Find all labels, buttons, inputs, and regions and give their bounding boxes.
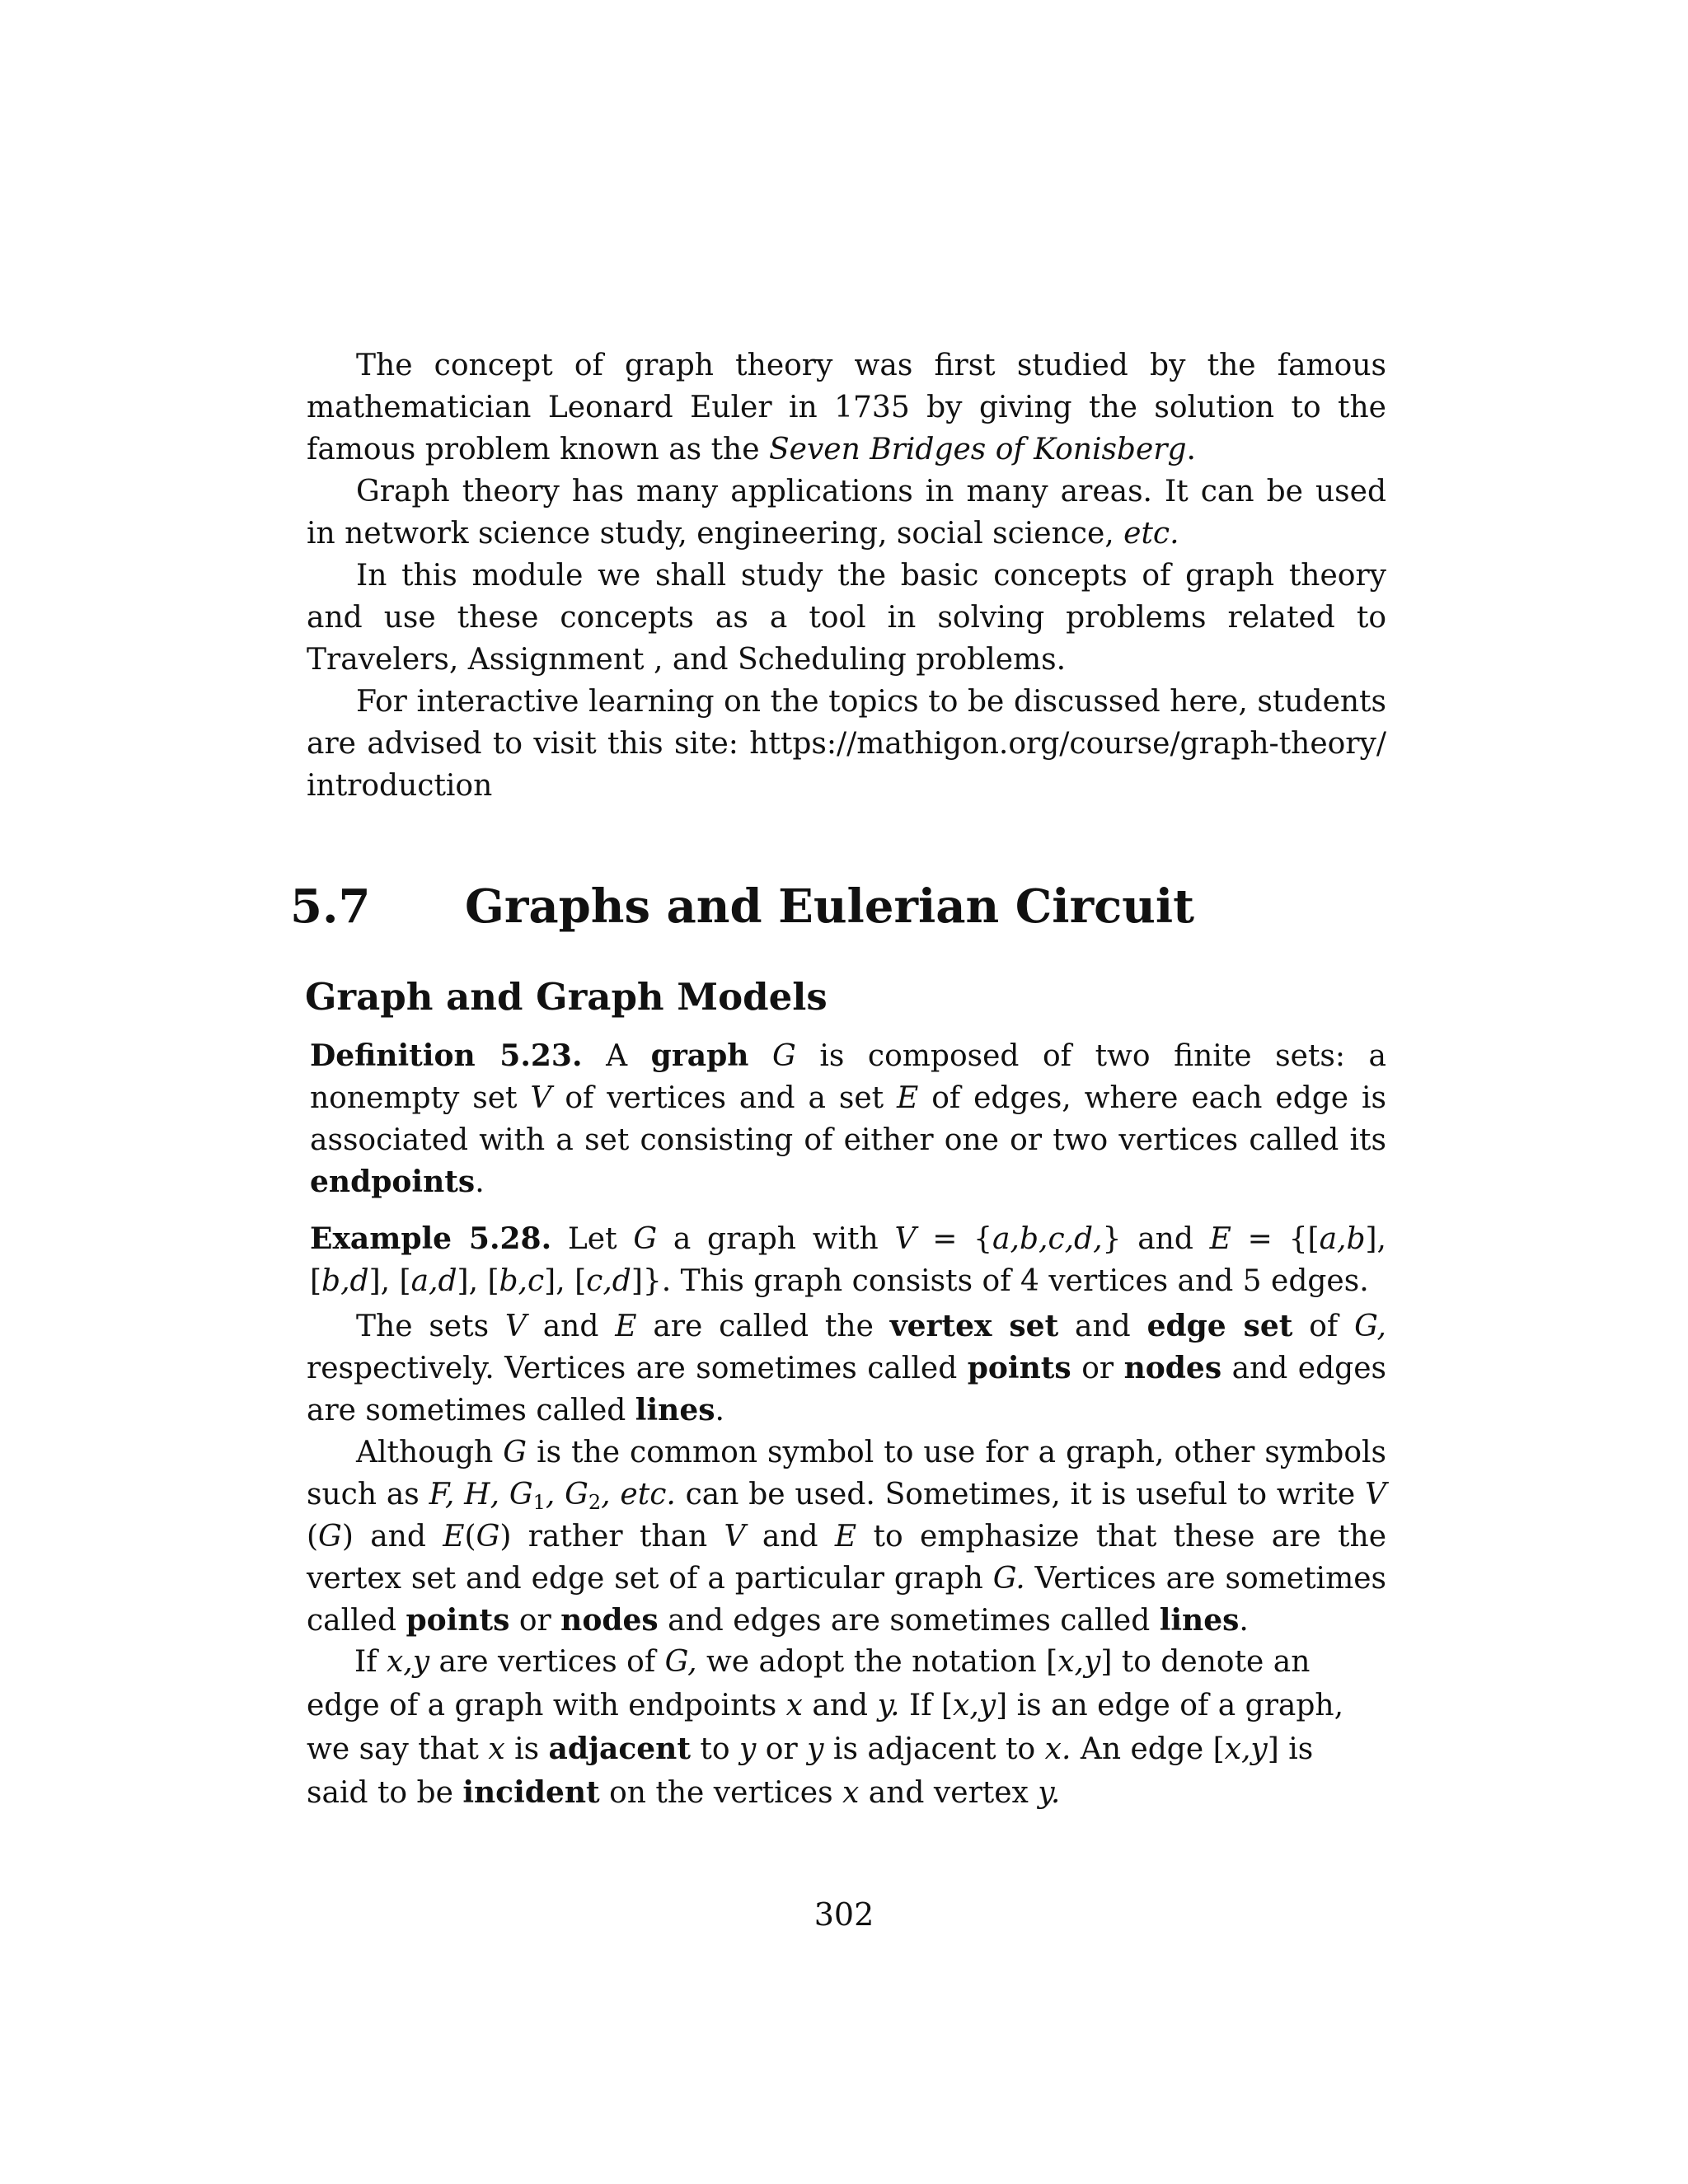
- intro-section: [307, 344, 1386, 807]
- main-section: [307, 1305, 1386, 1642]
- subsection-heading: Graph and Graph Models: [305, 975, 828, 1019]
- main-paragraph-2: Although G is the common symbol to use for a graph, other symbols such as F, H, $G_1$, $G_2$, etc. can be used. Sometimes, it is useful to write V (G) and E(G) rather than V and E to emphasize that these are the vertex set and edge set of a particular graph G. Vertices are sometimes called points or nodes and edges are sometimes called lines.: [307, 1436, 1387, 1638]
- section-number: 5.7: [290, 879, 371, 934]
- definition-label: Definition 5.23.: [310, 1038, 583, 1073]
- section-heading: [290, 877, 1194, 936]
- book-title: Seven Bridges of Konisberg: [768, 433, 1187, 466]
- intro-paragraph-2: Graph theory has many applications in many areas. It can be used in network science study, engineering, social science, etc.: [307, 475, 1386, 551]
- intro-paragraph-1: The concept of graph theory was first studied by the famous mathematician Leonard Euler in 1735 by giving the solution to the famous problem known as the Seven Bridges of Konisberg.: [307, 349, 1386, 466]
- adjacency-section: [307, 1640, 1375, 1815]
- example-text: Example 5.28. Let G a graph with V = {a,b,c,d,} and E = {[a,b], [b,d], [a,d], [b,c], [c,d]}. This graph consists of 4 vertices and 5 edges.: [310, 1221, 1387, 1298]
- main-paragraph-3: If x,y are vertices of G, we adopt the notation [x,y] to denote an edge of a graph with endpoints x and y. If [x,y] is an edge of a graph, we say that x is adjacent to y or y is adjacent to x. An edge [x,y] is said to be incident on the vertices x and vertex y.: [307, 1645, 1344, 1810]
- section-title: Graphs and Eulerian Circuit: [465, 879, 1195, 934]
- definition-block: [310, 1035, 1386, 1203]
- example-block: [310, 1218, 1386, 1302]
- intro-paragraph-4: For interactive learning on the topics to be discussed here, students are advised to visit this site: https://mathigon.org/course/graph-theory/ introduction: [307, 685, 1386, 803]
- definition-text: Definition 5.23. A graph G is composed of two finite sets: a nonempty set V of vertices and a set E of edges, where each edge is associated with a set consisting of either one or two vertices called its endpoints.: [310, 1038, 1387, 1199]
- example-label: Example 5.28.: [310, 1221, 552, 1256]
- main-paragraph-1: The sets V and E are called the vertex set and edge set of G, respectively. Vertices are sometimes called points or nodes and edges are sometimes called lines.: [307, 1309, 1386, 1427]
- page-number: 302: [814, 1896, 874, 1933]
- intro-paragraph-3: In this module we shall study the basic concepts of graph theory and use these concepts as a tool in solving problems related to Travelers, Assignment , and Scheduling problems.: [307, 559, 1386, 677]
